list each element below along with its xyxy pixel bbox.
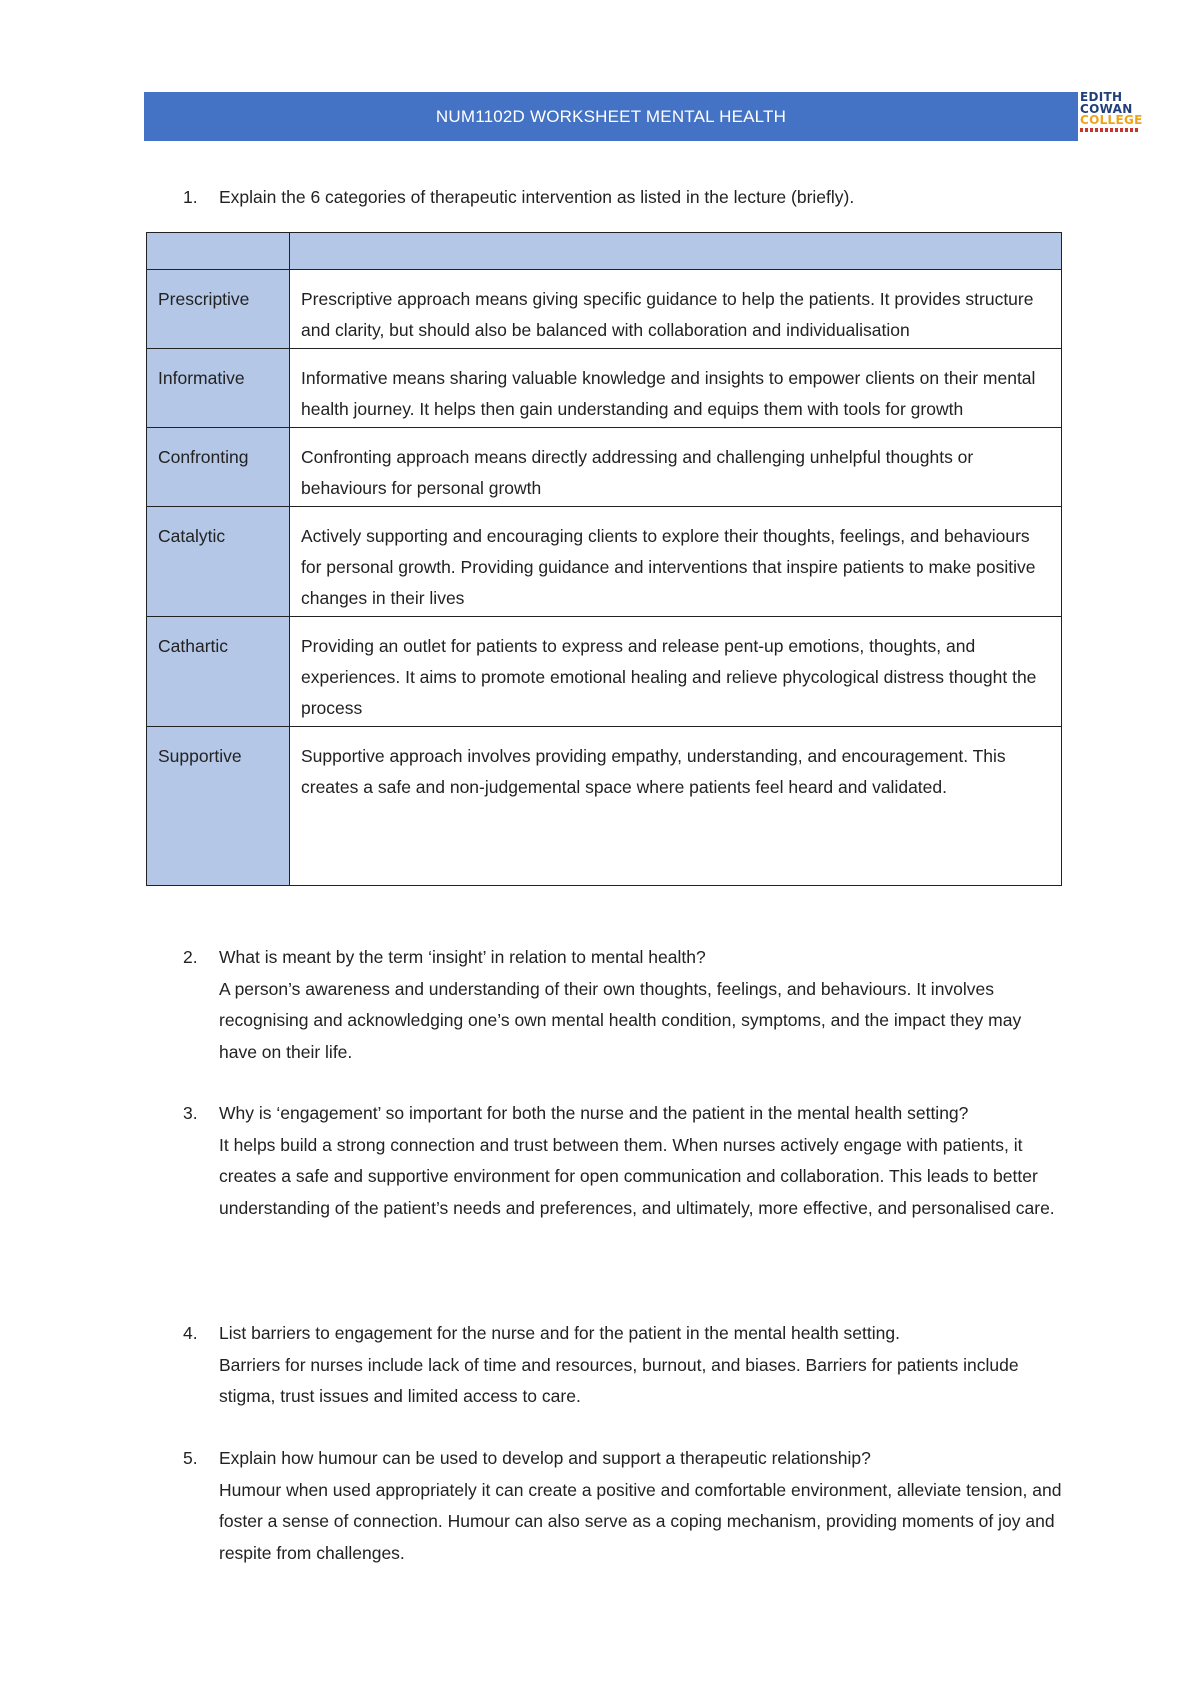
interventions-table xyxy=(146,232,1062,886)
intervention-description: Actively supporting and encouraging clients to explore their thoughts, feelings, and behaviours for personal growth. Providing guidance and interventions that inspire patients to make positive changes in their lives xyxy=(290,507,1062,617)
intervention-term: Informative xyxy=(147,349,290,428)
question-3 xyxy=(183,1098,1063,1224)
question-text: Why is ‘engagement’ so important for both the nurse and the patient in the mental health setting? xyxy=(219,1103,969,1123)
question-1 xyxy=(183,182,1003,214)
logo-line-edith: EDITH xyxy=(1080,90,1123,104)
edith-cowan-college-logo xyxy=(1080,92,1142,138)
question-number: 5. xyxy=(183,1448,198,1468)
answer-text: Humour when used appropriately it can create a positive and comfortable environment, alleviate tension, and foster a sense of connection. Humour can also serve as a coping mechanism, providing moments of joy and respite from challenges. xyxy=(219,1479,1062,1563)
question-text: List barriers to engagement for the nurse and for the patient in the mental health setting. xyxy=(219,1323,900,1343)
page-title: NUM1102D WORKSHEET MENTAL HEALTH xyxy=(435,106,787,126)
intervention-description: Prescriptive approach means giving specific guidance to help the patients. It provides structure and clarity, but should also be balanced with collaboration and individualisation xyxy=(290,270,1062,349)
logo-line-college: COLLEGE xyxy=(1080,113,1143,127)
logo-stripe xyxy=(1080,128,1138,132)
intervention-term: Cathartic xyxy=(147,617,290,727)
answer-text: Barriers for nurses include lack of time and resources, burnout, and biases. Barriers for patients include stigma, trust issues and limited access to care. xyxy=(219,1354,1019,1406)
question-text: Explain the 6 categories of therapeutic intervention as listed in the lecture (briefly). xyxy=(219,187,855,207)
intervention-description: Confronting approach means directly addressing and challenging unhelpful thoughts or behaviours for personal growth xyxy=(290,428,1062,507)
question-text: What is meant by the term ‘insight’ in relation to mental health? xyxy=(219,947,706,967)
question-5 xyxy=(183,1443,1063,1569)
question-number: 2. xyxy=(183,947,198,967)
intervention-description: Informative means sharing valuable knowledge and insights to empower clients on their mental health journey. It helps then gain understanding and equips them with tools for growth xyxy=(290,349,1062,428)
question-2 xyxy=(183,942,1063,1068)
intervention-term: Catalytic xyxy=(147,507,290,617)
intervention-description: Providing an outlet for patients to express and release pent-up emotions, thoughts, and experiences. It aims to promote emotional healing and relieve phycological distress thought the process xyxy=(290,617,1062,727)
table-row xyxy=(147,727,1062,886)
table-header-cell-description xyxy=(290,233,1062,270)
question-text: Explain how humour can be used to develop and support a therapeutic relationship? xyxy=(219,1448,871,1468)
table-header-row xyxy=(147,233,1062,270)
answer-text: It helps build a strong connection and trust between them. When nurses actively engage with patients, it creates a safe and supportive environment for open communication and collaboration. This leads to better understanding of the patient’s needs and preferences, and ultimately, more effective, and personalised care. xyxy=(219,1134,1055,1218)
question-number: 4. xyxy=(183,1323,198,1343)
intervention-term: Supportive xyxy=(147,727,290,886)
table-header-cell-term xyxy=(147,233,290,270)
table-row xyxy=(147,428,1062,507)
header-bar xyxy=(144,92,1078,141)
question-number: 1. xyxy=(183,187,198,207)
answer-text: A person’s awareness and understanding of their own thoughts, feelings, and behaviours. It involves recognising and acknowledging one’s own mental health condition, symptoms, and the impact they may have on their life. xyxy=(219,978,1022,1062)
question-4 xyxy=(183,1318,1063,1413)
table-row xyxy=(147,617,1062,727)
question-number: 3. xyxy=(183,1103,198,1123)
intervention-description: Supportive approach involves providing empathy, understanding, and encouragement. This creates a safe and non-judgemental space where patients feel heard and validated. xyxy=(290,727,1062,886)
logo-line-cowan: COWAN xyxy=(1080,101,1133,116)
intervention-term: Confronting xyxy=(147,428,290,507)
intervention-term: Prescriptive xyxy=(147,270,290,349)
table-row xyxy=(147,349,1062,428)
table-row xyxy=(147,270,1062,349)
table-row xyxy=(147,507,1062,617)
